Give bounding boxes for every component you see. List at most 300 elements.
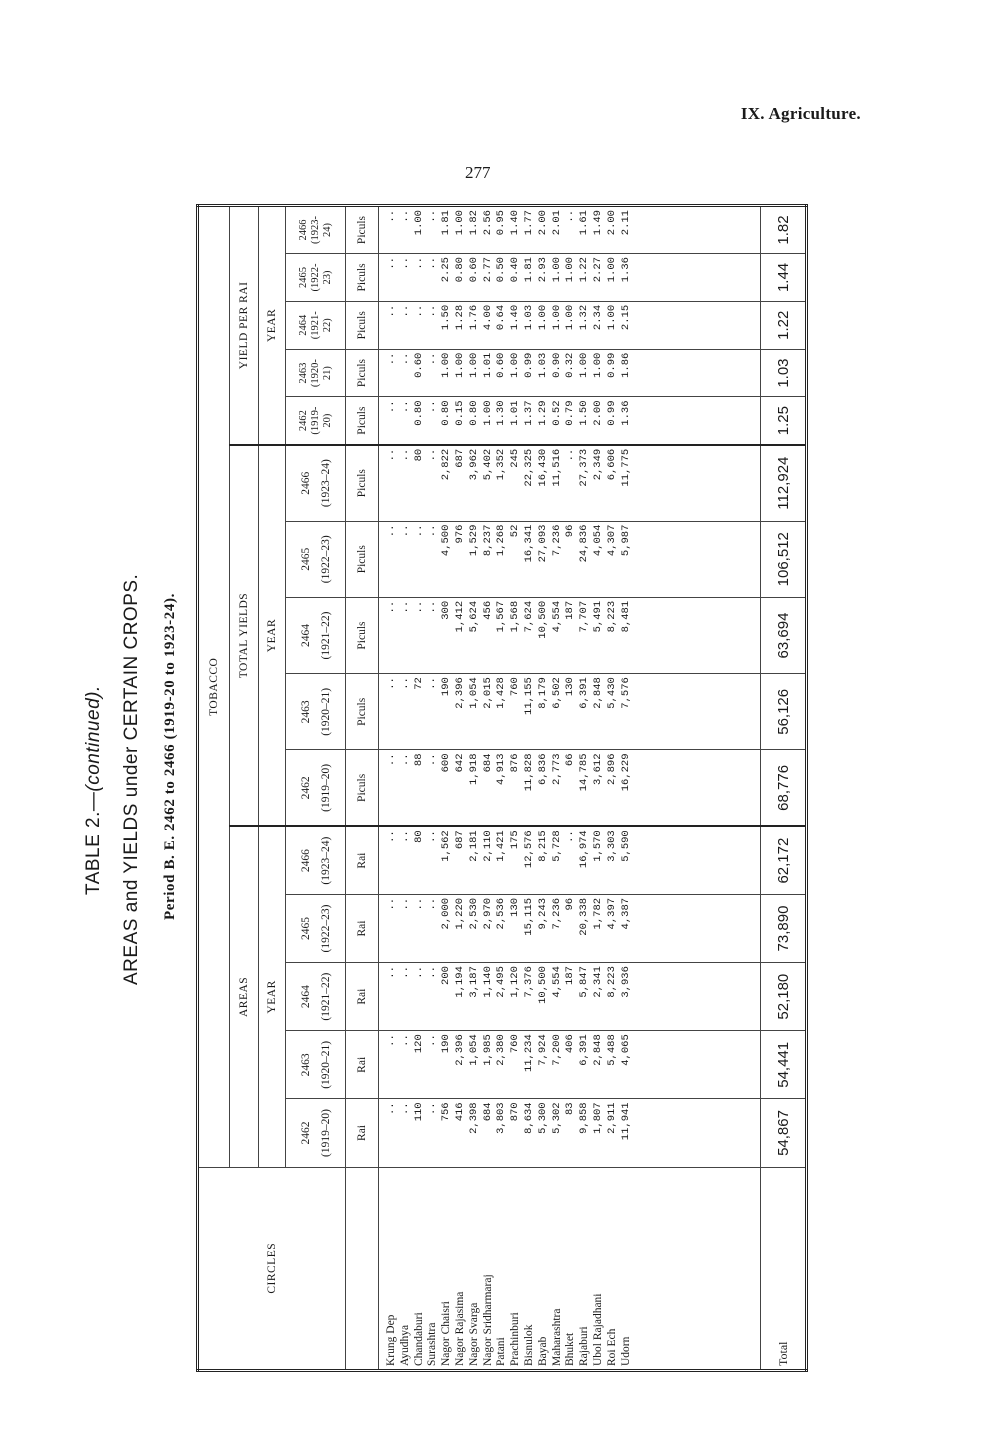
area-value: 4,397 [605,897,618,930]
per-rai-value: .. [385,352,397,366]
area-value: 5,590 [619,830,632,862]
yields-unit: Piculs [346,674,379,750]
per-rai-value: 0.60 [495,352,508,378]
yield-value: .. [426,600,439,614]
yield-col-2462 [379,750,761,826]
per-rai-unit: Piculs [346,206,379,254]
per-rai-value: 1.00 [453,352,466,378]
circle-name: Roi Ech [605,1328,618,1366]
area-value: 406 [564,1034,577,1054]
area-value: 1,985 [481,1034,494,1066]
yield-value: 14,785 [578,753,591,792]
yield-value: .. [385,677,397,690]
per-rai-value: 0.90 [550,352,563,378]
year-number: 2466 [299,471,312,495]
yield-value: 1,412 [453,600,466,633]
per-rai-year-3: 2465 (1922-23) [286,254,346,302]
yield-value: 8,223 [605,600,618,633]
total-area: 73,890 [761,894,807,962]
year-number: 2462 [299,1121,312,1145]
areas-year-label: YEAR [259,826,286,1167]
area-value: 130 [509,897,522,917]
yield-value: .. [426,753,439,767]
year-span: (1922–23) [319,535,332,584]
yield-col-2464 [379,597,761,673]
per-rai-year-4: 2466 (1923-24) [286,206,346,254]
area-value: 9,243 [536,897,549,930]
per-rai-value: 1.50 [440,304,453,331]
per-rai-value: .. [385,304,397,318]
per-rai-value: 1.01 [481,352,494,378]
year-number: 2464 [299,624,312,648]
section-heading: IX. Agriculture. [740,104,861,123]
total-area: 54,867 [761,1099,807,1167]
yield-value: 2,349 [591,448,604,481]
per-rai-value: .. [426,400,439,414]
per-rai-value: 1.00 [591,352,604,378]
circle-name: Nagor Rajasima [453,1291,466,1366]
yield-value: 2,896 [605,753,618,785]
year-number: 2463 [299,700,312,724]
area-value: 684 [481,1102,494,1122]
table-subtitle: AREAS and YIELDS under CERTAIN CROPS. [121,573,142,985]
yield-value: .. [385,753,397,767]
yield-per-rai-header: YIELD PER RAI [230,206,259,445]
total-yield: 56,126 [761,674,807,750]
yield-value: 3,962 [467,448,480,481]
rotated-table-container [196,204,808,1372]
circles-column [379,1167,761,1370]
yield-value: 24,836 [578,524,591,563]
per-rai-unit: Piculs [346,301,379,349]
tobacco-table [196,204,808,1372]
area-value: .. [385,1034,397,1047]
area-value: .. [385,966,397,979]
area-value: 1,194 [453,966,466,998]
table-title-continued: (continued). [83,685,104,792]
yield-value: 4,307 [605,524,618,557]
per-rai-value: 1.30 [495,400,508,426]
per-rai-value: .. [412,304,425,318]
per-rai-value: 1.00 [536,304,549,331]
areas-year-2466 [286,826,346,894]
per-rai-value: 0.40 [509,257,522,283]
areas-unit: Rai [346,826,379,894]
per-rai-value: 1.77 [522,210,535,236]
total-yield: 63,694 [761,597,807,673]
area-value: .. [426,897,439,911]
per-rai-value: 0.64 [495,304,508,331]
area-value: 2,536 [495,897,508,930]
yield-value: 80 [412,448,425,462]
per-rai-value: 1.00 [467,352,480,378]
per-rai-value: 1.00 [564,304,577,331]
area-value: 3,936 [619,966,632,998]
area-value: .. [412,966,425,979]
yield-value: 5,430 [605,677,618,709]
yield-value: 22,325 [522,448,535,487]
table-title [83,685,105,895]
per-rai-value: 1.29 [536,400,549,426]
areas-unit: Rai [346,1099,379,1167]
per-rai-value: 1.81 [522,257,535,283]
yield-value: .. [398,677,411,690]
page-number: 277 [465,163,491,182]
year-span: (1921–22) [319,972,332,1021]
areas-year-2465 [286,894,346,962]
area-value: 12,576 [522,830,535,869]
circle-name: Nagor Sridharmaraj [481,1274,494,1366]
per-rai-value: .. [385,210,397,223]
yield-value: 7,707 [578,600,591,633]
yield-value: 1,918 [467,753,480,785]
per-rai-value: 0.60 [467,257,480,283]
yields-year-2463 [286,674,346,750]
per-rai-year-2: 2464 (1921-22) [286,301,346,349]
area-value: 5,488 [605,1034,618,1066]
area-value: 2,396 [453,1034,466,1066]
area-value: .. [385,830,397,843]
yield-value: .. [426,677,439,690]
area-col-2464 [379,963,761,1031]
area-value: 7,200 [550,1034,563,1066]
yield-value: 1,568 [509,600,522,633]
area-value: 3,303 [605,830,618,862]
total-area: 62,172 [761,826,807,894]
yield-value: 190 [440,677,453,697]
yields-year-2462 [286,750,346,826]
per-rai-col-2464 [379,301,761,349]
yield-value: 3,612 [591,753,604,785]
area-value: 5,302 [550,1102,563,1134]
yield-value: 6,502 [550,677,563,709]
area-value: 2,495 [495,966,508,998]
circles-header: CIRCLES [198,1167,346,1370]
area-value: 120 [412,1034,425,1054]
per-rai-value: 2.15 [619,304,632,331]
year-span: (1919–20) [319,1109,332,1157]
circle-name: Patani [495,1337,508,1366]
yields-unit: Piculs [346,521,379,597]
yield-value: 187 [564,600,577,620]
area-value: 756 [440,1102,453,1122]
per-rai-value: 1.00 [453,210,466,236]
per-rai-value: 2.34 [591,304,604,331]
area-col-2463 [379,1031,761,1099]
yield-value: .. [385,600,397,614]
per-rai-value: 1.22 [578,257,591,283]
area-value: 4,387 [619,897,632,930]
yield-value: 2,396 [453,677,466,709]
area-value: 1,220 [453,897,466,930]
per-rai-value: .. [412,257,425,270]
yield-value: 1,529 [467,524,480,557]
per-rai-col-2466 [379,206,761,254]
per-rai-value: 0.80 [453,257,466,283]
circles-unit-blank [346,1167,379,1370]
per-rai-value: .. [564,210,577,223]
yield-value: .. [564,448,577,462]
area-value: 8,215 [536,830,549,862]
area-value: 20,338 [578,897,591,936]
per-rai-value: 0.32 [564,352,577,378]
per-rai-value: 0.80 [412,400,425,426]
yield-value: 16,341 [522,524,535,563]
yields-unit: Piculs [346,445,379,521]
per-rai-value: 0.99 [605,352,618,378]
yield-value: 684 [481,753,494,773]
yield-value: 96 [564,524,577,538]
circle-name: Nagor Chaisri [440,1301,453,1366]
yield-value: 10,500 [536,600,549,639]
yield-value: 11,516 [550,448,563,487]
yield-value: 7,624 [522,600,535,633]
yield-value: 600 [440,753,453,773]
per-rai-value: 1.36 [619,257,632,283]
year-number: 2463 [299,1053,312,1077]
per-rai-value: 1.37 [522,400,535,426]
yields-unit: Piculs [346,597,379,673]
per-rai-value: 1.00 [605,257,618,283]
area-value: 1,120 [509,966,522,998]
per-rai-value: .. [398,257,411,270]
period-line: Period B. E. 2462 to 2466 (1919-20 to 1923-24). [162,593,178,920]
per-rai-value: .. [426,257,439,270]
per-rai-value: .. [398,352,411,366]
yield-value: 5,402 [481,448,494,481]
yield-value: 8,179 [536,677,549,709]
per-rai-year-label: YEAR [259,206,286,445]
yield-value: 2,773 [550,753,563,785]
yield-value: 876 [509,753,522,773]
area-value: 110 [412,1102,425,1122]
per-rai-value: 0.15 [453,400,466,426]
per-rai-year-0: 2462 (1919-20) [286,397,346,445]
area-value: 3,187 [467,966,480,998]
area-value: 190 [440,1034,453,1054]
per-rai-value: .. [398,304,411,318]
per-rai-unit: Piculs [346,254,379,302]
yield-value: 11,828 [522,753,535,792]
yield-value: .. [412,524,425,538]
year-number: 2465 [299,547,312,571]
yield-value: 72 [412,677,425,690]
yield-value: 4,500 [440,524,453,557]
yield-value: 16,430 [536,448,549,487]
area-value: .. [412,897,425,911]
per-rai-value: 0.99 [605,400,618,426]
per-rai-value: .. [398,400,411,414]
area-value: 1,421 [495,830,508,862]
yield-value: 1,567 [495,600,508,633]
area-value: 1,807 [591,1102,604,1134]
year-span: (1922–23) [319,904,332,953]
per-rai-col-2465 [379,254,761,302]
yield-value: 300 [440,600,453,620]
per-rai-value: 1.40 [509,304,522,331]
yield-value: 456 [481,600,494,620]
area-value: 187 [564,966,577,985]
area-value: 7,376 [522,966,535,998]
per-rai-value: 1.61 [578,210,591,236]
area-value: 3,803 [495,1102,508,1134]
per-rai-value: 2.56 [481,210,494,236]
yield-value: 52 [509,524,522,538]
per-rai-value: 2.93 [536,257,549,283]
areas-year-2463 [286,1031,346,1099]
per-rai-value: 0.52 [550,400,563,426]
per-rai-value: 0.50 [495,257,508,283]
total-area: 54,441 [761,1031,807,1099]
area-value: .. [426,966,439,979]
area-value: .. [398,1102,411,1115]
per-rai-value: 1.00 [605,304,618,331]
areas-unit: Rai [346,1031,379,1099]
yield-value: 245 [509,448,522,468]
area-value: .. [426,830,439,843]
area-col-2462 [379,1099,761,1167]
areas-unit: Rai [346,894,379,962]
circle-name: Udorn [619,1336,632,1366]
area-value: 5,728 [550,830,563,862]
total-yield: 106,512 [761,521,807,597]
year-span: (1923–24) [319,836,332,885]
yield-value: .. [426,524,439,538]
area-value: 2,530 [467,897,480,930]
area-value: 96 [564,897,577,911]
area-value: 16,974 [578,830,591,869]
yield-value: .. [412,600,425,614]
yield-value: 642 [453,753,466,773]
yield-value: 6,606 [605,448,618,481]
area-value: .. [385,897,397,911]
area-value: 1,140 [481,966,494,998]
yield-value: .. [385,448,397,462]
unit-row [346,206,379,1371]
areas-year-2462 [286,1099,346,1167]
yield-value: 130 [564,677,577,697]
area-value: 2,911 [605,1102,618,1134]
per-rai-value: 1.82 [467,210,480,236]
areas-header: AREAS [230,826,259,1167]
yield-value: 6,391 [578,677,591,709]
area-value: 7,924 [536,1034,549,1066]
yield-value: 6,836 [536,753,549,785]
yield-col-2463 [379,674,761,750]
area-value: 175 [509,830,522,850]
area-value: 416 [453,1102,466,1122]
area-value: .. [564,830,577,843]
circle-name: Krung Dep [385,1314,397,1366]
yield-value: 4,554 [550,600,563,633]
area-value: .. [398,1034,411,1047]
per-rai-value: 0.95 [495,210,508,236]
area-col-2465 [379,894,761,962]
circle-name: Maharashtra [550,1308,563,1366]
yield-value: 2,848 [591,677,604,709]
circle-name: Bisnulok [522,1324,535,1366]
yield-value: .. [398,600,411,614]
yield-value: .. [398,448,411,462]
area-value: 870 [509,1102,522,1122]
total-yield: 112,924 [761,445,807,521]
total-area: 52,180 [761,963,807,1031]
yield-value: 27,373 [578,448,591,487]
total-per-rai: 1.44 [761,254,807,302]
per-rai-unit: Piculs [346,397,379,445]
circle-name: Ayudhya [398,1324,411,1366]
yield-value: .. [385,524,397,538]
yield-value: 5,491 [591,600,604,633]
circle-name: Bayab [536,1336,549,1366]
per-rai-value: 1.00 [550,257,563,283]
area-value: 2,000 [440,897,453,930]
per-rai-col-2463 [379,349,761,397]
per-rai-value: 2.11 [619,210,632,236]
per-rai-value: 0.80 [467,400,480,426]
per-rai-value: .. [426,304,439,318]
areas-year-2464 [286,963,346,1031]
yield-value: 27,093 [536,524,549,563]
yield-value: 1,352 [495,448,508,481]
total-label: Total [761,1167,807,1370]
circle-name: Bhuket [564,1332,577,1366]
area-value: 1,054 [467,1034,480,1066]
data-body [379,206,761,1371]
yield-value: 7,236 [550,524,563,557]
total-per-rai: 1.03 [761,349,807,397]
per-rai-value: 1.00 [440,352,453,378]
area-value: 2,181 [467,830,480,862]
per-rai-value: 1.49 [591,210,604,236]
per-rai-value: 1.86 [619,352,632,378]
yield-value: 4,054 [591,524,604,557]
area-value: 8,634 [522,1102,535,1134]
circle-name: Rajaburi [578,1326,591,1366]
area-value: 1,562 [440,830,453,862]
per-rai-value: 1.28 [453,304,466,331]
per-rai-value: 4.00 [481,304,494,331]
per-rai-value: 2.27 [591,257,604,283]
yield-value: 16,229 [619,753,632,792]
area-value: 200 [440,966,453,985]
area-value: 80 [412,830,425,843]
per-rai-value: 1.50 [578,400,591,426]
area-value: 1,570 [591,830,604,862]
yield-value: 1,428 [495,677,508,709]
area-value: .. [426,1102,439,1115]
area-value: 760 [509,1034,522,1054]
area-col-2466 [379,826,761,894]
yield-value: 1,054 [467,677,480,709]
table-title-prefix: TABLE 2.— [83,791,104,895]
year-span: (1921–22) [319,611,332,660]
area-value: 2,110 [481,830,494,862]
area-value: .. [398,966,411,979]
per-rai-value: 1.01 [509,400,522,426]
year-span: (1923–24) [319,459,332,508]
per-rai-value: 2.00 [591,400,604,426]
area-value: 2,970 [481,897,494,930]
per-rai-value: 1.03 [536,352,549,378]
area-value: 2,848 [591,1034,604,1066]
area-value: 5,300 [536,1102,549,1134]
area-value: .. [426,1034,439,1047]
yield-value: .. [426,448,439,462]
yield-value: 7,576 [619,677,632,709]
total-yield: 68,776 [761,750,807,826]
area-value: 6,391 [578,1034,591,1066]
